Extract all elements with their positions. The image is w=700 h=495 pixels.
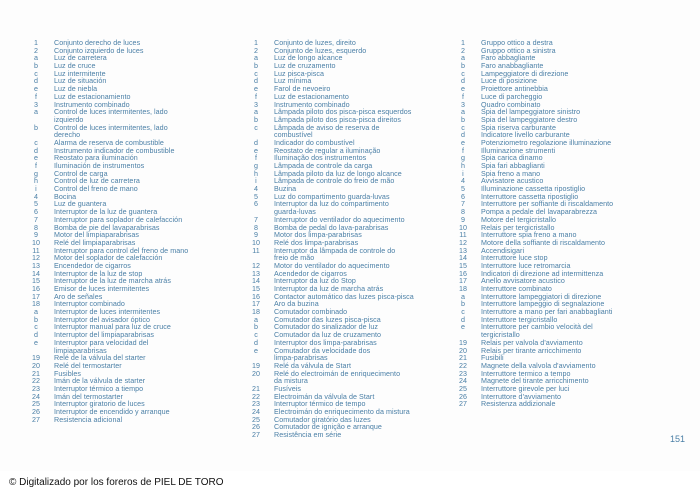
- legend-item-text: Imán de la válvula de starter: [54, 377, 146, 386]
- legend-item-number: a: [253, 315, 259, 324]
- legend-item-number: 16: [31, 285, 41, 293]
- legend-item-number: 19: [458, 338, 468, 347]
- legend-item-text: Conjunto derecho de luces: [54, 39, 141, 47]
- legend-item-number: 23: [251, 400, 261, 409]
- legend-item-text: Conjunto de luzes, direito: [274, 39, 356, 47]
- legend-item-number: 8: [253, 223, 259, 232]
- legend-item-number: g: [253, 162, 259, 170]
- legend-item-text: Relais per tergicristallo: [481, 223, 555, 232]
- legend-item-text: Comutador de ignição e arranque: [274, 423, 382, 432]
- legend-item-number: 5: [253, 192, 259, 201]
- legend-item-text: Lâmpada de controle do freio de mão: [274, 177, 395, 186]
- legend-item-number: 4: [253, 185, 259, 194]
- legend-item-number: b: [253, 323, 259, 332]
- legend-item-number: 8: [33, 223, 39, 232]
- legend-item-number: c: [34, 323, 38, 332]
- legend-item-number: 14: [251, 277, 261, 286]
- legend-item-text: Luz intermitente: [54, 69, 106, 78]
- legend-item-number: d: [253, 77, 259, 86]
- legend-item-number: c: [34, 69, 38, 78]
- legend-item-number: a: [460, 292, 466, 301]
- legend-item-number: 16: [251, 292, 261, 301]
- legend-item-text: Potenziometro regolazione illuminazione: [481, 138, 612, 147]
- legend-item-text: Control de luces intermitentes, lado: [54, 123, 168, 132]
- legend-item-text: Luz mínima: [274, 77, 312, 86]
- legend-item-text: Gruppo ottico a sinistra: [481, 46, 556, 55]
- legend-item-number: 21: [251, 384, 261, 393]
- legend-item-text: Interruttore d'avviamento: [481, 392, 562, 401]
- legend-item-text: Electroimán da válvula de Start: [274, 392, 375, 401]
- legend-item-number: 14: [458, 254, 468, 263]
- legend-item-text: Relé dos limpa-parabrisas: [274, 238, 359, 247]
- legend-item-text: Spia del lampeggiatore destro: [481, 115, 578, 124]
- legend-item-text: Interruttore tergicristallo: [481, 315, 558, 324]
- legend-item-number: 23: [31, 384, 41, 393]
- legend-item-number: h: [253, 169, 259, 178]
- legend-item-number: 22: [458, 361, 468, 370]
- legend-item-number: 23: [458, 369, 468, 378]
- legend-item-number: h: [33, 177, 39, 186]
- legend-item-number: i: [35, 185, 37, 194]
- legend-item-text: Interruttore luce retromarcia: [481, 261, 571, 270]
- legend-item-number: c: [34, 138, 38, 147]
- legend-item-text: Interruttore cassetta ripostiglio: [481, 192, 579, 201]
- legend-item-text: izquierdo: [54, 115, 84, 124]
- legend-item-number: 5: [33, 200, 39, 209]
- legend-item-text: Luz de estacionamento: [274, 92, 349, 101]
- legend-item-text: Interruptor térmico a tiempo: [54, 384, 144, 393]
- legend-item-text: Resistenza addizionale: [481, 400, 556, 409]
- legend-item-text: Interruptor de luces intermitentes: [54, 308, 161, 317]
- legend-item-text: Luz de situación: [54, 77, 107, 86]
- legend-item-text: Proiettore antinebbia: [481, 85, 548, 94]
- legend-item-text: Interruptor del limpiaparabrisas: [54, 331, 155, 340]
- legend-item-text: Relé del termostarter: [54, 361, 122, 370]
- legend-item-number: b: [33, 315, 39, 324]
- legend-item-text: Contactor automático das luzes pisca-pisca: [274, 292, 414, 301]
- legend-item-text: Luce di parcheggio: [481, 92, 543, 101]
- legend-item-number: f: [254, 154, 258, 163]
- legend-item-number: 2: [253, 46, 259, 55]
- legend-item-text: Luz do compartimento guarda-luvas: [274, 192, 390, 201]
- legend-item-number: 22: [251, 392, 261, 401]
- legend-item-text: Luz de estacionamiento: [54, 92, 131, 101]
- legend-item-number: c: [461, 69, 465, 78]
- legend-item-number: 13: [458, 246, 468, 255]
- legend-item-number: 2: [33, 46, 39, 55]
- legend-item-number: d: [33, 331, 39, 340]
- legend-item-number: 3: [253, 100, 259, 109]
- legend-item-text: Interruptor de la luz de marcha atrás: [54, 277, 171, 286]
- legend-item-number: 18: [251, 308, 261, 317]
- legend-item-text: Indicatori di direzione ad intermittenza: [481, 269, 604, 278]
- legend-item-number: 27: [251, 431, 261, 440]
- legend-item-number: 24: [251, 408, 261, 416]
- legend-item-number: 27: [458, 400, 468, 409]
- legend-item-number: 26: [458, 392, 468, 401]
- legend-item-text: Luz de guantera: [54, 200, 107, 209]
- legend-item-text: Illuminazione strumenti: [481, 146, 556, 155]
- legend-item-text: Interruptor de encendido y arranque: [54, 408, 170, 416]
- legend-item-text: Magnete della valvola d'avviamento: [481, 361, 596, 370]
- legend-item-number: 1: [253, 39, 259, 47]
- legend-item-number: 18: [31, 300, 41, 309]
- legend-item-text: da mistura: [274, 377, 308, 386]
- legend-item-number: d: [33, 77, 39, 86]
- legend-item-number: b: [460, 62, 466, 71]
- legend-item-text: Fusibili: [481, 354, 504, 363]
- legend-item-text: Comutador da luz de cruzamento: [274, 331, 382, 340]
- legend-item-number: 10: [458, 223, 468, 232]
- legend-item-number: 25: [251, 415, 261, 424]
- footer-credit: © Digitalizado por los foreros de PIEL DE TORO: [9, 477, 224, 488]
- legend-item-number: c: [254, 331, 258, 340]
- legend-item-text: Lâmpada piloto dos pisca-pisca esquerdos: [274, 108, 412, 117]
- legend-item-number: c: [254, 123, 258, 132]
- legend-item-text: Farol de nevoeiro: [274, 85, 331, 94]
- legend-item-number: b: [253, 115, 259, 124]
- legend-item-number: 19: [31, 354, 41, 363]
- legend-item-number: f: [254, 92, 258, 101]
- legend-item-number: 1: [460, 39, 466, 47]
- legend-item-number: g: [33, 169, 39, 178]
- legend-item-number: 2: [460, 46, 466, 55]
- legend-item-text: limpa-parabrisas: [274, 354, 328, 363]
- legend-item-number: f: [461, 92, 465, 101]
- legend-item-number: 16: [458, 269, 468, 278]
- legend-item-number: 20: [251, 369, 261, 378]
- legend-item-text: Comutador combinado: [274, 308, 348, 317]
- legend-item-number: e: [253, 85, 259, 94]
- legend-item-number: 26: [31, 408, 41, 416]
- legend-item-number: 19: [251, 361, 261, 370]
- legend-item-text: Lâmpada piloto dos pisca-pisca direitos: [274, 115, 401, 124]
- legend-item-text: Comutador das luzes pisca-pisca: [274, 315, 381, 324]
- legend-item-number: f: [461, 146, 465, 155]
- legend-item-text: Relais per tirante arricchimento: [481, 346, 582, 355]
- legend-item-number: 12: [458, 238, 468, 247]
- legend-item-text: Interruptor térmico de tempo: [274, 400, 366, 409]
- legend-item-number: 22: [31, 377, 41, 386]
- legend-item-text: Interruptor de la luz de stop: [54, 269, 143, 278]
- legend-item-number: 10: [251, 238, 261, 247]
- legend-row: [455, 401, 670, 409]
- legend-item-number: 4: [33, 192, 39, 201]
- legend-item-text: Avvisatore acustico: [481, 177, 544, 186]
- legend-item-text: Faro anabbagliante: [481, 62, 544, 71]
- legend-item-text: Instrumento combinado: [54, 100, 130, 109]
- legend-item-text: Interruptor manual para luz de cruce: [54, 323, 171, 332]
- legend-item-number: 10: [31, 238, 41, 247]
- legend-item-number: 26: [251, 423, 261, 432]
- legend-item-number: g: [460, 154, 466, 163]
- legend-item-text: combustível: [274, 131, 313, 140]
- legend-item-text: Lâmpada de aviso de reserva de: [274, 123, 380, 132]
- legend-item-text: Motore del tergicristallo: [481, 215, 557, 224]
- legend-item-text: Motor do ventilador do aquecimento: [274, 261, 390, 270]
- legend-item-text: Control de carga: [54, 169, 108, 178]
- legend-item-number: 13: [31, 261, 41, 270]
- legend-item-number: e: [460, 323, 466, 332]
- legend-item-text: Anello avvisatore acustico: [481, 277, 565, 286]
- legend-item-text: Control del freno de mano: [54, 185, 138, 194]
- legend-item-text: Motor del limpiaparabrisas: [54, 231, 140, 240]
- legend-item-number: b: [253, 62, 259, 71]
- legend-item-number: a: [33, 54, 39, 63]
- legend-item-text: Relais per valvola d'avviamento: [481, 338, 583, 347]
- legend-item-text: freio de mão: [274, 254, 315, 263]
- legend-item-number: c: [254, 69, 258, 78]
- legend-item-number: 8: [460, 208, 466, 217]
- legend-item-text: guarda-luvas: [274, 208, 316, 217]
- legend-item-text: Interruttore girevole per luci: [481, 384, 570, 393]
- legend-row: [28, 417, 238, 425]
- legend-item-text: Alarma de reserva de combustible: [54, 138, 164, 147]
- legend-item-text: Resistencia adicional: [54, 415, 123, 424]
- legend-item-number: 7: [253, 215, 259, 224]
- legend-item-text: Fusibles: [54, 369, 81, 378]
- legend-item-number: 1: [33, 39, 39, 47]
- legend-item-text: Aro da buzina: [274, 300, 319, 309]
- legend-item-number: 17: [31, 292, 41, 301]
- legend-item-text: Buzina: [274, 185, 297, 194]
- legend-item-number: 18: [458, 285, 468, 293]
- legend-item-text: Faro abbagliante: [481, 54, 536, 63]
- legend-item-text: Interruptor dos limpa-parabrisas: [274, 338, 377, 347]
- legend-item-text: Interruptor para soplador de calefacción: [54, 215, 183, 224]
- legend-item-number: h: [460, 162, 466, 170]
- legend-item-number: a: [253, 54, 259, 63]
- legend-column-spanish: [28, 40, 238, 424]
- legend-item-number: 13: [251, 269, 261, 278]
- legend-item-number: d: [460, 131, 466, 140]
- legend-item-text: Interruptor da luz do compartimento: [274, 200, 389, 209]
- legend-item-number: 20: [458, 346, 468, 355]
- legend-item-text: Bomba de pedal do lava-parabrisas: [274, 223, 389, 232]
- legend-item-text: Interruptor do ventilador do aquecimento: [274, 215, 405, 224]
- legend-item-number: c: [461, 308, 465, 317]
- legend-item-number: 3: [460, 100, 466, 109]
- legend-item-text: Relé da válvula de Start: [274, 361, 352, 370]
- legend-item-text: Luz de longo alcance: [274, 54, 343, 63]
- legend-item-text: Imán del termostarter: [54, 392, 123, 401]
- legend-item-text: Magnete del tirante arricchimento: [481, 377, 589, 386]
- legend-item-number: 21: [458, 354, 468, 363]
- legend-item-number: 15: [458, 261, 468, 270]
- legend-item-text: Reostato de regular a iluminação: [274, 146, 381, 155]
- legend-item-text: derecho: [54, 131, 81, 140]
- legend-item-text: Relé del limpiaparabrisas: [54, 238, 136, 247]
- legend-item-text: Illuminazione cassetta ripostiglio: [481, 185, 586, 194]
- legend-item-text: Lampeggiatore di direzione: [481, 69, 569, 78]
- legend-item-text: Interruttore termico a tempo: [481, 369, 571, 378]
- legend-item-text: Luz de cruzamento: [274, 62, 336, 71]
- legend-item-number: b: [460, 115, 466, 124]
- legend-item-text: Spia freno a mano: [481, 169, 541, 178]
- legend-item-number: 7: [33, 215, 39, 224]
- legend-item-text: Interruttore per cambio velocità del: [481, 323, 593, 332]
- legend-item-text: Fusíveis: [274, 384, 301, 393]
- legend-item-number: 17: [251, 300, 261, 309]
- legend-item-number: e: [253, 346, 259, 355]
- legend-item-number: 27: [31, 415, 41, 424]
- legend-item-number: 5: [460, 185, 466, 194]
- legend-item-text: Interruttore spia freno a mano: [481, 231, 577, 240]
- legend-item-text: Spia del lampeggiatore sinistro: [481, 108, 581, 117]
- legend-item-number: 14: [31, 269, 41, 278]
- legend-item-number: b: [33, 62, 39, 71]
- legend-item-text: Motor dos limpa-parabrisas: [274, 231, 362, 240]
- legend-item-text: Reostato para iluminación: [54, 154, 138, 163]
- legend-item-number: d: [253, 138, 259, 147]
- legend-item-number: f: [34, 162, 38, 170]
- legend-item-number: a: [253, 108, 259, 117]
- legend-item-text: Comutador do sinalizador de luz: [274, 323, 378, 332]
- legend-item-text: Interruptor de la luz de guantera: [54, 208, 158, 217]
- legend-item-text: Luz de cruce: [54, 62, 96, 71]
- legend-item-number: 25: [458, 384, 468, 393]
- legend-column-italian: [455, 40, 670, 409]
- legend-item-text: Luz de niebla: [54, 85, 98, 94]
- legend-item-number: 17: [458, 277, 468, 286]
- legend-item-text: Relé de la válvula del starter: [54, 354, 146, 363]
- legend-item-text: Motor del soplador de calefacción: [54, 254, 163, 263]
- legend-item-number: f: [34, 92, 38, 101]
- legend-item-number: e: [460, 85, 466, 94]
- legend-item-text: Indicatore livello carburante: [481, 131, 570, 140]
- legend-item-number: a: [33, 108, 39, 117]
- legend-item-number: 15: [251, 285, 261, 293]
- legend-item-text: Interruptor del avisador óptico: [54, 315, 151, 324]
- legend-item-number: 12: [251, 261, 261, 270]
- legend-item-text: Comutador giratório das luzes: [274, 415, 371, 424]
- legend-item-text: Indicador do combustível: [274, 138, 355, 147]
- legend-item-text: Interruptor da luz do Stop: [274, 277, 356, 286]
- legend-item-text: Emisor de luces intermitentes: [54, 285, 150, 293]
- legend-item-text: Luz pisca-pisca: [274, 69, 324, 78]
- legend-item-number: 9: [33, 231, 39, 240]
- legend-item-number: i: [462, 169, 464, 178]
- legend-item-text: Relé do electroimán de enriquecimento: [274, 369, 401, 378]
- legend-item-number: 3: [33, 100, 39, 109]
- legend-item-text: Aro de señales: [54, 292, 103, 301]
- legend-item-number: 9: [460, 215, 466, 224]
- legend-item-text: Interruptor combinado: [54, 300, 125, 309]
- legend-item-number: c: [461, 123, 465, 132]
- legend-item-text: Spia riserva carburante: [481, 123, 556, 132]
- legend-item-number: i: [255, 177, 257, 186]
- legend-item-number: 6: [460, 192, 466, 201]
- legend-item-number: e: [33, 154, 39, 163]
- legend-item-number: a: [460, 54, 466, 63]
- legend-item-text: Interruttore combinato: [481, 285, 552, 293]
- legend-item-number: d: [460, 315, 466, 324]
- legend-item-text: Bomba de pie del lavaparabrisas: [54, 223, 160, 232]
- legend-row: [248, 432, 463, 440]
- legend-item-number: 7: [460, 200, 466, 209]
- legend-item-text: Iluminación de instrumentos: [54, 162, 145, 170]
- page-number: 151: [670, 434, 686, 444]
- legend-item-text: Interruttore a mano per fari anabbaglianti: [481, 308, 613, 317]
- legend-item-text: Comutador da velocidade dos: [274, 346, 371, 355]
- legend-item-text: Conjunto izquierdo de luces: [54, 46, 144, 55]
- legend-item-text: Interruttore per soffiante di riscaldamento: [481, 200, 614, 209]
- legend-item-text: Instrumento combinado: [274, 100, 350, 109]
- legend-item-text: Bocina: [54, 192, 77, 201]
- legend-item-number: 25: [31, 400, 41, 409]
- legend-item-text: Pompa a pedale del lavaparabrezza: [481, 208, 597, 217]
- legend-item-text: Encendedor de cigarros: [54, 261, 131, 270]
- legend-item-number: e: [253, 146, 259, 155]
- legend-item-number: d: [460, 77, 466, 86]
- legend-item-number: e: [460, 138, 466, 147]
- legend-item-number: d: [253, 338, 259, 347]
- legend-item-number: 4: [460, 177, 466, 186]
- legend-item-number: 24: [31, 392, 41, 401]
- legend-item-number: 11: [252, 246, 260, 255]
- legend-item-number: 6: [253, 200, 259, 209]
- legend-item-text: Accendisigari: [481, 246, 525, 255]
- legend-item-number: 15: [31, 277, 41, 286]
- legend-item-text: Interruptor da luz de marcha atrás: [274, 285, 384, 293]
- legend-item-text: Interruttore lampeggiatori di direzione: [481, 292, 602, 301]
- legend-item-number: e: [33, 338, 39, 347]
- legend-item-text: Luz de carretera: [54, 54, 107, 63]
- legend-item-text: Lâmpada piloto da luz de longo alcance: [274, 169, 402, 178]
- legend-item-text: Iluminação dos instrumentos: [274, 154, 367, 163]
- legend-item-number: a: [33, 308, 39, 317]
- legend-item-number: e: [33, 85, 39, 94]
- legend-item-number: 11: [32, 246, 40, 255]
- legend-item-text: Gruppo ottico a destra: [481, 39, 553, 47]
- legend-item-text: Quadro combinato: [481, 100, 541, 109]
- legend-item-number: 6: [33, 208, 39, 217]
- legend-item-text: Spia fari abbaglianti: [481, 162, 545, 170]
- legend-item-number: b: [460, 300, 466, 309]
- legend-item-text: limpiaparabrisas: [54, 346, 107, 355]
- legend-item-number: 12: [31, 254, 41, 263]
- legend-item-text: Control de luces intermitentes, lado: [54, 108, 168, 117]
- legend-item-text: Luce di posizione: [481, 77, 538, 86]
- legend-item-number: 24: [458, 377, 468, 386]
- legend-item-text: Interruptor da lâmpada de controle do: [274, 246, 396, 255]
- legend-item-text: Interruttore luce stop: [481, 254, 548, 263]
- legend-item-text: Electroimán do enriquecimento da mistura: [274, 408, 410, 416]
- legend-item-text: Interruptor giratorio de luces: [54, 400, 145, 409]
- legend-item-number: a: [460, 108, 466, 117]
- legend-item-text: Motore della soffiante di riscaldamento: [481, 238, 606, 247]
- legend-item-text: tergicristallo: [481, 331, 520, 340]
- legend-item-text: Lâmpada de controle da carga: [274, 162, 373, 170]
- legend-item-number: d: [33, 146, 39, 155]
- legend-item-number: 9: [253, 231, 259, 240]
- legend-column-portuguese: [248, 40, 463, 440]
- legend-item-text: Control de luz de carretera: [54, 177, 140, 186]
- legend-item-text: Interruptor para control del freno de mano: [54, 246, 189, 255]
- legend-item-text: Instrumento indicador de combustible: [54, 146, 175, 155]
- legend-item-text: Interruttore lampeggio di segnalazione: [481, 300, 605, 309]
- legend-item-number: 21: [31, 369, 41, 378]
- legend-item-text: Acendedor de cigarros: [274, 269, 347, 278]
- legend-item-text: Interruptor para velocidad del: [54, 338, 149, 347]
- legend-item-text: Spia carica dinamo: [481, 154, 543, 163]
- legend-item-text: Resistência em série: [274, 431, 342, 440]
- legend-item-number: 11: [459, 231, 467, 240]
- legend-item-text: Conjunto de luzes, esquerdo: [274, 46, 367, 55]
- legend-item-number: b: [33, 123, 39, 132]
- legend-item-number: 20: [31, 361, 41, 370]
